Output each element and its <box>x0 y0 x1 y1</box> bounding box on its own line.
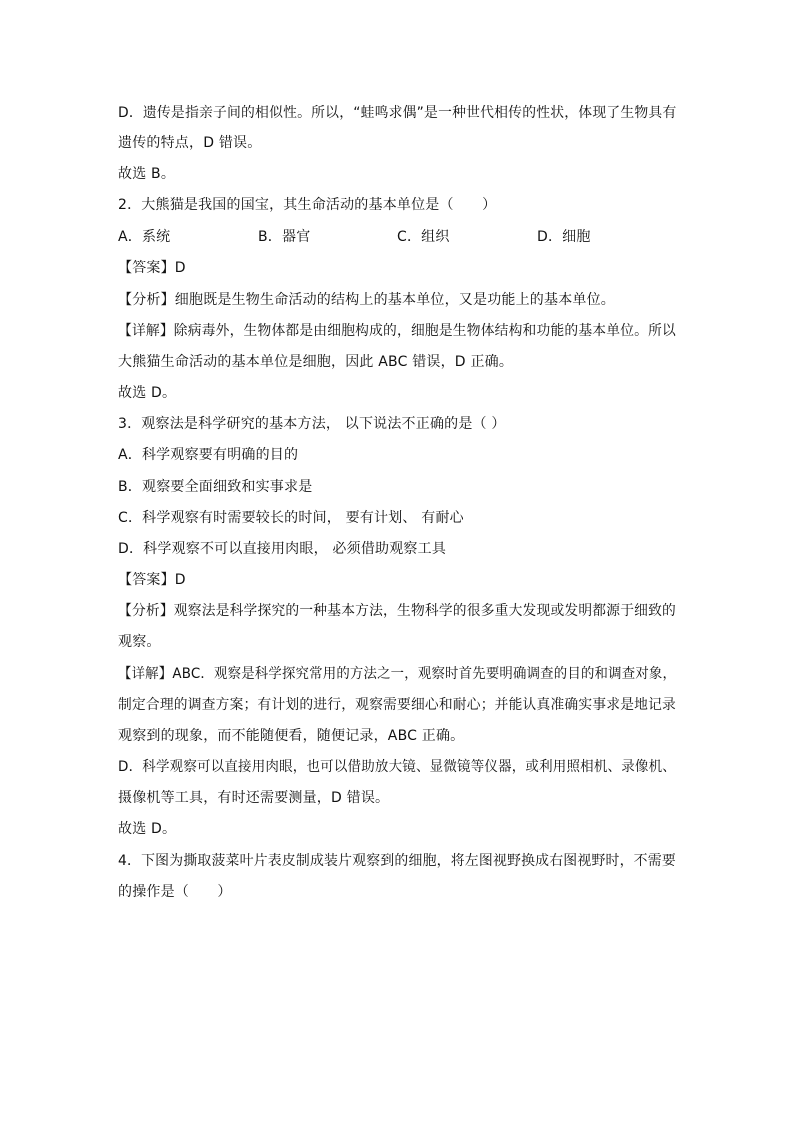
q3-analysis-line1: 【分析】观察法是科学探究的一种基本方法，生物科学的很多重大发现或发明都源于细致的 <box>118 603 677 619</box>
q3-option-a: A．科学观察要有明确的目的 <box>118 447 299 463</box>
q1-option-d-line2: 遗传的特点，D 错误。 <box>118 135 262 151</box>
q3-stem: 3．观察法是科学研究的基本方法， 以下说法不正确的是（ ） <box>118 416 506 432</box>
q2-answer: 【答案】D <box>118 260 186 276</box>
q3-conclusion: 故选 D。 <box>118 821 177 837</box>
q1-option-d-line1: D．遗传是指亲子间的相似性。所以，“蛙鸣求偶”是一种世代相传的性状，体现了生物具有 <box>118 105 677 121</box>
q3-analysis-line2: 观察。 <box>118 634 161 650</box>
q2-option-c: C．组织 <box>397 229 450 245</box>
q2-option-d: D．细胞 <box>537 229 591 245</box>
q3-detail-line4: D．科学观察可以直接用肉眼，也可以借助放大镜、显微镜等仪器，或利用照相机、录像机、 <box>118 759 676 775</box>
q3-detail-line5: 摄像机等工具，有时还需要测量，D 错误。 <box>118 790 390 806</box>
q2-option-b: B．器官 <box>258 229 311 245</box>
q2-detail-line2: 大熊猫生命活动的基本单位是细胞，因此 ABC 错误，D 正确。 <box>118 354 514 370</box>
q4-stem-line2: 的操作是（ ） <box>118 884 232 900</box>
q3-option-b: B．观察要全面细致和实事求是 <box>118 479 313 495</box>
q2-option-a: A．系统 <box>118 229 171 245</box>
q3-detail-line3: 观察到的现象，而不能随便看，随便记录，ABC 正确。 <box>118 728 465 744</box>
q2-conclusion: 故选 D。 <box>118 385 177 401</box>
q2-analysis: 【分析】细胞既是生物生命活动的结构上的基本单位，又是功能上的基本单位。 <box>118 292 615 308</box>
q2-stem: 2．大熊猫是我国的国宝，其生命活动的基本单位是（ ） <box>118 197 497 213</box>
q3-option-d: D．科学观察不可以直接用肉眼， 必须借助观察工具 <box>118 541 447 557</box>
q4-stem-line1: 4．下图为撕取菠菜叶片表皮制成装片观察到的细胞，将左图视野换成右图视野时，不需要 <box>118 853 676 869</box>
q2-detail-line1: 【详解】除病毒外，生物体都是由细胞构成的，细胞是生物体结构和功能的基本单位。所以 <box>118 323 677 339</box>
q3-option-c: C．科学观察有时需要较长的时间， 要有计划、 有耐心 <box>118 510 464 526</box>
q1-conclusion: 故选 B。 <box>118 166 176 182</box>
q3-detail-line2: 制定合理的调查方案；有计划的进行，观察需要细心和耐心；并能认真准确实事求是地记录 <box>118 697 677 713</box>
q3-detail-line1: 【详解】ABC．观察是科学探究常用的方法之一，观察时首先要明确调查的目的和调查对象， <box>118 666 677 682</box>
q3-answer: 【答案】D <box>118 572 186 588</box>
